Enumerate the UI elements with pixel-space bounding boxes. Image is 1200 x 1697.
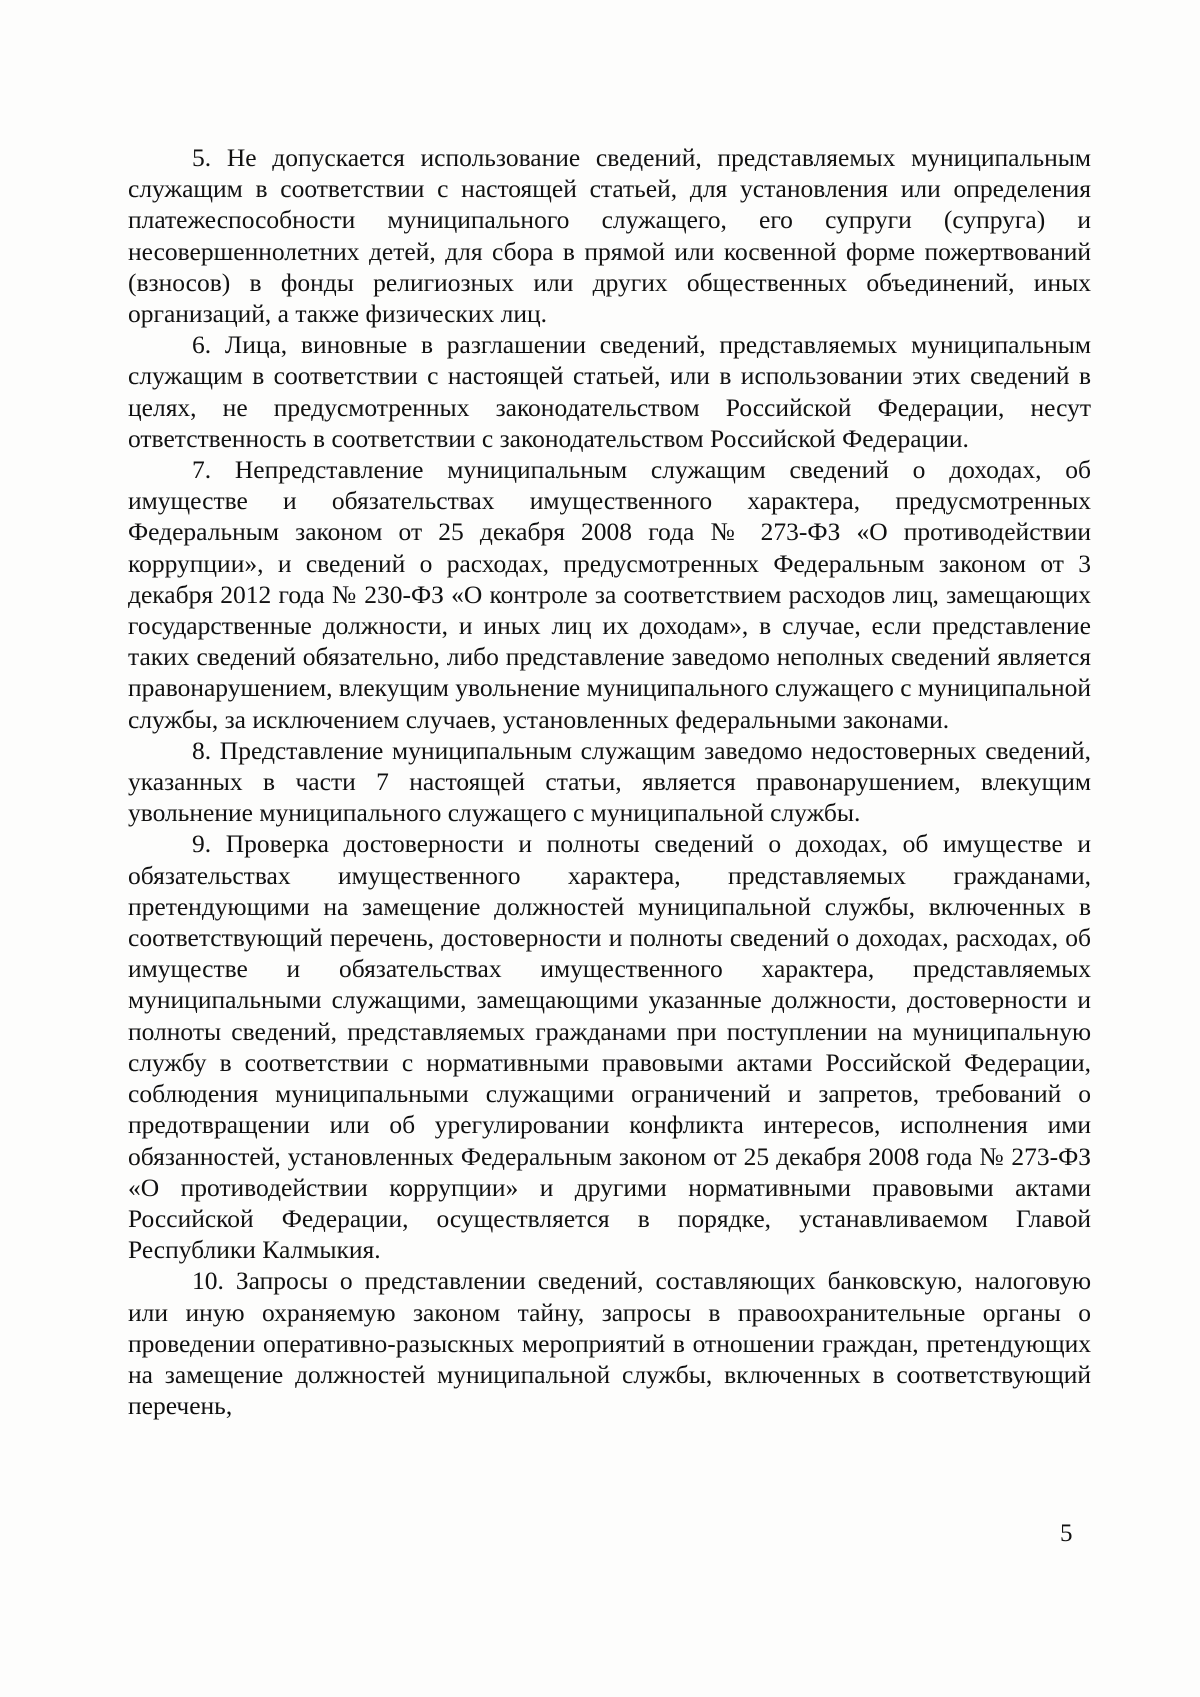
page-number: 5 <box>1060 1520 1073 1547</box>
paragraph-6: 6. Лица, виновные в разглашении сведений, представляемых муниципальным служащим в соответствии с настоящей статьей, или в использовании этих сведений в целях, не предусмотренных законодательством Российской Федерации, несут ответственность в соответствии с законодательством Российской Федерации. <box>128 330 1091 453</box>
paragraph-7: 7. Непредставление муниципальным служащим сведений о доходах, об имуществе и обязательствах имущественного характера, предусмотренных Федеральным законом от 25 декабря 2008 года № 273-ФЗ «О противодействии коррупции», и сведений о расходах, предусмотренных Федеральным законом от 3 декабря 2012 года № 230-ФЗ «О контроле за соответствием расходов лиц, замещающих государственные должности, и иных лиц их доходам», в случае, если представление таких сведений обязательно, либо представление заведомо неполных сведений является правонарушением, влекущим увольнение муниципального служащего с муниципальной службы, за исключением случаев, установленных федеральными законами. <box>128 455 1091 734</box>
paragraph-10: 10. Запросы о представлении сведений, составляющих банковскую, налоговую или иную охраняемую законом тайну, запросы в правоохранительные органы о проведении оперативно-разыскных мероприятий в отношении граждан, претендующих на замещение должностей муниципальной службы, включенных в соответствующий перечень, <box>128 1266 1091 1421</box>
paragraph-8: 8. Представление муниципальным служащим заведомо недостоверных сведений, указанных в части 7 настоящей статьи, является правонарушением, влекущим увольнение муниципального служащего с муниципальной службы. <box>128 735 1091 828</box>
document-body <box>128 142 1091 1421</box>
paragraph-9: 9. Проверка достоверности и полноты сведений о доходах, об имуществе и обязательствах имущественного характера, представляемых гражданами, претендующими на замещение должностей муниципальной службы, включенных в соответствующий перечень, достоверности и полноты сведений о доходах, расходах, об имуществе и обязательствах имущественного характера, представляемых муниципальными служащими, замещающими указанные должности, достоверности и полноты сведений, представляемых гражданами при поступлении на муниципальную службу в соответствии с нормативными правовыми актами Российской Федерации, соблюдения муниципальными служащими ограничений и запретов, требований о предотвращении или об урегулировании конфликта интересов, исполнения ими обязанностей, установленных Федеральным законом от 25 декабря 2008 года № 273-ФЗ «О противодействии коррупции» и другими нормативными правовыми актами Российской Федерации, осуществляется в порядке, устанавливаемом Главой Республики Калмыкия. <box>128 829 1091 1265</box>
paragraph-5: 5. Не допускается использование сведений, представляемых муниципальным служащим в соответствии с настоящей статьей, для установления или определения платежеспособности муниципального служащего, его супруги (супруга) и несовершеннолетних детей, для сбора в прямой или косвенной форме пожертвований (взносов) в фонды религиозных или других общественных объединений, иных организаций, а также физических лиц. <box>128 143 1091 329</box>
